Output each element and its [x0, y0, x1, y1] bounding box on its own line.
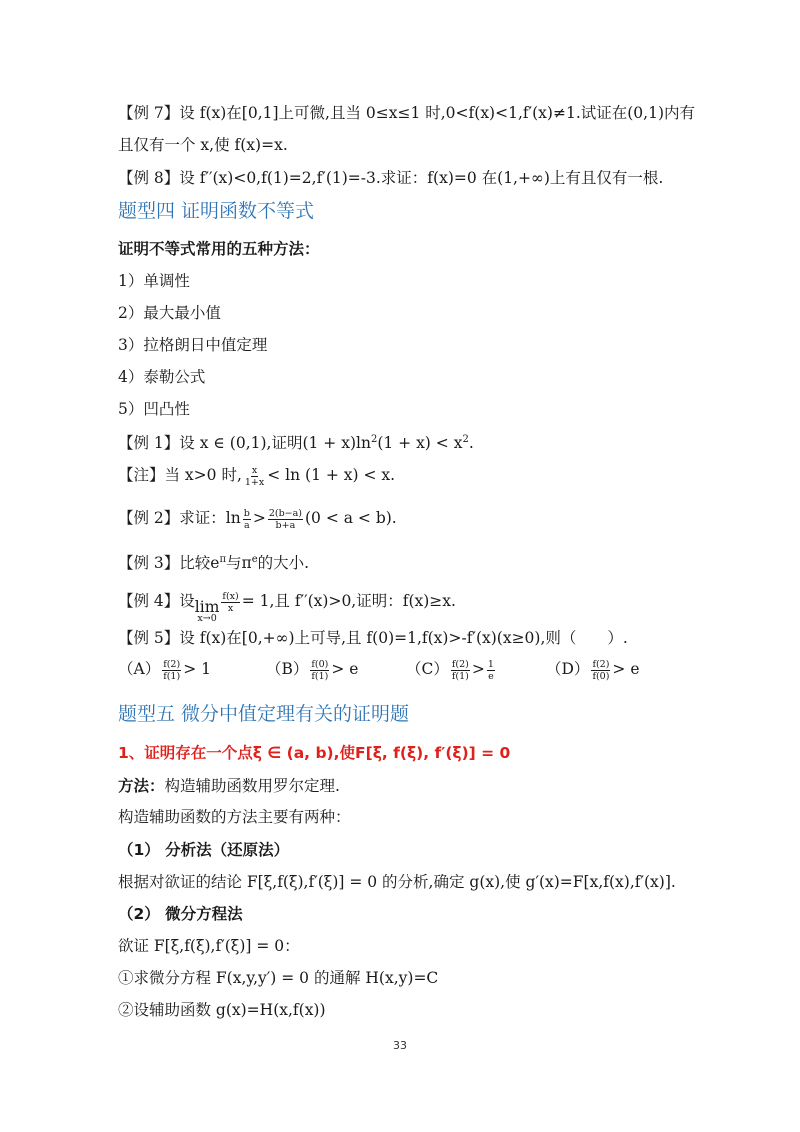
- choice-a-relation: > 1: [183, 660, 211, 678]
- example-3-text-b: 与π: [226, 554, 252, 573]
- note-text-a: 【注】当 x>0 时,: [118, 466, 242, 484]
- example-2-text-b: (0 < a < b).: [305, 509, 397, 527]
- choice-d-relation: > e: [612, 660, 640, 678]
- example-4-text-a: 【例 4】设: [118, 592, 195, 610]
- example-7-line-2: 且仅有一个 x,使 f(x)=x.: [118, 136, 288, 154]
- example-1-text-a: 【例 1】设 x ∈ (0,1),证明(1 + x)ln: [118, 434, 371, 453]
- note-fraction: [244, 465, 265, 488]
- choice-c-relation: >: [471, 660, 485, 678]
- choice-b: [266, 658, 358, 682]
- example-1-text-b: (1 + x) < x: [377, 434, 463, 453]
- example-4-fraction: [221, 591, 239, 614]
- section-heading-5: 题型五 微分中值定理有关的证明题: [118, 703, 410, 725]
- method-1: 1）单调性: [118, 272, 190, 290]
- choice-d-denominator: f(0): [592, 670, 610, 682]
- step-2: ②设辅助函数 g(x)=H(x,f(x)): [118, 1001, 326, 1019]
- example-2-fraction-2: [268, 508, 303, 531]
- choice-a: [118, 658, 211, 682]
- method-text: 构造辅助函数用罗尔定理.: [164, 777, 340, 795]
- choice-b-denominator: f(1): [311, 670, 329, 682]
- choice-a-label: （A）: [118, 660, 161, 678]
- choice-d-numerator: f(2): [592, 658, 610, 670]
- example-4-denominator: x: [227, 602, 234, 614]
- example-3-sup-a: π: [219, 554, 227, 565]
- choice-c-fraction-2: [487, 659, 495, 682]
- choice-b-relation: > e: [331, 660, 359, 678]
- example-2-text-a: 【例 2】求证：ln: [118, 509, 241, 527]
- example-3-text-a: 【例 3】比较e: [118, 554, 220, 573]
- red-subheading: 1、证明存在一个点ξ ∈ (a, b),使F[ξ, f(ξ), f′(ξ)] = 0: [118, 744, 511, 762]
- note-denominator: 1+x: [244, 476, 265, 488]
- example-2-numerator-1: b: [243, 507, 250, 519]
- note: [118, 464, 395, 488]
- subsection-1: （1） 分析法（还原法）: [118, 841, 290, 859]
- example-4-text-b: = 1,且 f′′(x)>0,证明：f(x)≥x.: [241, 592, 456, 610]
- example-5: 【例 5】设 f(x)在[0,+∞)上可导,且 f(0)=1,f(x)>-f′(x)(x≥0),则（ ）.: [118, 629, 628, 647]
- example-3: [118, 549, 309, 574]
- example-2-denominator-2: b+a: [275, 519, 296, 531]
- example-1: [118, 429, 474, 454]
- limit-operator: [194, 598, 220, 625]
- section-heading-4: 题型四 证明函数不等式: [118, 200, 315, 222]
- method-5: 5）凹凸性: [118, 400, 190, 418]
- note-numerator: x: [251, 464, 258, 476]
- choice-a-denominator: f(1): [163, 670, 181, 682]
- example-3-sup-b: e: [251, 554, 258, 565]
- page-number: 33: [393, 1039, 407, 1052]
- methods-title: 证明不等式常用的五种方法：: [118, 240, 320, 258]
- choice-c-denominator-2: e: [488, 670, 494, 682]
- subsection-1-text: 根据对欲证的结论 F[ξ,f(ξ),f′(ξ)] = 0 的分析,确定 g(x),使 g′(x)=F[x,f(x),f′(x)].: [118, 873, 676, 891]
- note-text-b: < ln (1 + x) < x.: [267, 466, 396, 484]
- method-4: 4）泰勒公式: [118, 368, 206, 386]
- example-8: 【例 8】设 f′′(x)<0,f(1)=2,f′(1)=-3.求证：f(x)=0 在(1,+∞)上有且仅有一根.: [118, 169, 664, 187]
- step-1: ①求微分方程 F(x,y,y′) = 0 的通解 H(x,y)=C: [118, 969, 439, 987]
- example-3-text-c: 的大小.: [257, 554, 310, 573]
- method-line: [118, 775, 340, 797]
- choice-d: [546, 658, 640, 682]
- example-1-sup-b: 2: [462, 434, 469, 445]
- choice-c-label: （C）: [406, 660, 449, 678]
- choice-c-denominator: f(1): [451, 670, 469, 682]
- subsection-2-text: 欲证 F[ξ,f(ξ),f′(ξ)] = 0：: [118, 937, 300, 955]
- choice-c-fraction: [451, 659, 470, 682]
- choice-b-numerator: f(0): [311, 658, 329, 670]
- example-2: [118, 507, 397, 531]
- choice-c-numerator: f(2): [451, 658, 469, 670]
- example-4: [118, 590, 456, 625]
- example-2-denominator-1: a: [243, 519, 250, 531]
- choice-c-numerator-2: 1: [487, 658, 494, 670]
- example-1-text-c: .: [468, 434, 474, 453]
- choice-c: [406, 658, 497, 682]
- method-3: 3）拉格朗日中值定理: [118, 336, 268, 354]
- choice-b-fraction: [310, 659, 329, 682]
- limit-word: lim: [194, 598, 220, 616]
- construct-line: 构造辅助函数的方法主要有两种：: [118, 808, 351, 826]
- subsection-2: （2） 微分方程法: [118, 905, 243, 923]
- example-2-gt: >: [252, 509, 266, 527]
- choice-a-numerator: f(2): [163, 658, 181, 670]
- choice-d-fraction: [591, 659, 610, 682]
- example-1-sup-a: 2: [370, 434, 378, 445]
- choice-b-label: （B）: [266, 660, 309, 678]
- method-2: 2）最大最小值: [118, 304, 221, 322]
- limit-subscript: x→0: [197, 613, 217, 624]
- method-label: 方法：: [118, 777, 165, 795]
- example-7-line-1: 【例 7】设 f(x)在[0,1]上可微,且当 0≤x≤1 时,0<f(x)<1,f′(x)≠1.试证在(0,1)内有: [118, 104, 695, 122]
- choice-d-label: （D）: [546, 660, 590, 678]
- example-4-numerator: f(x): [222, 590, 239, 602]
- example-2-fraction-1: [243, 508, 251, 531]
- choice-a-fraction: [162, 659, 181, 682]
- example-2-numerator-2: 2(b−a): [268, 507, 302, 519]
